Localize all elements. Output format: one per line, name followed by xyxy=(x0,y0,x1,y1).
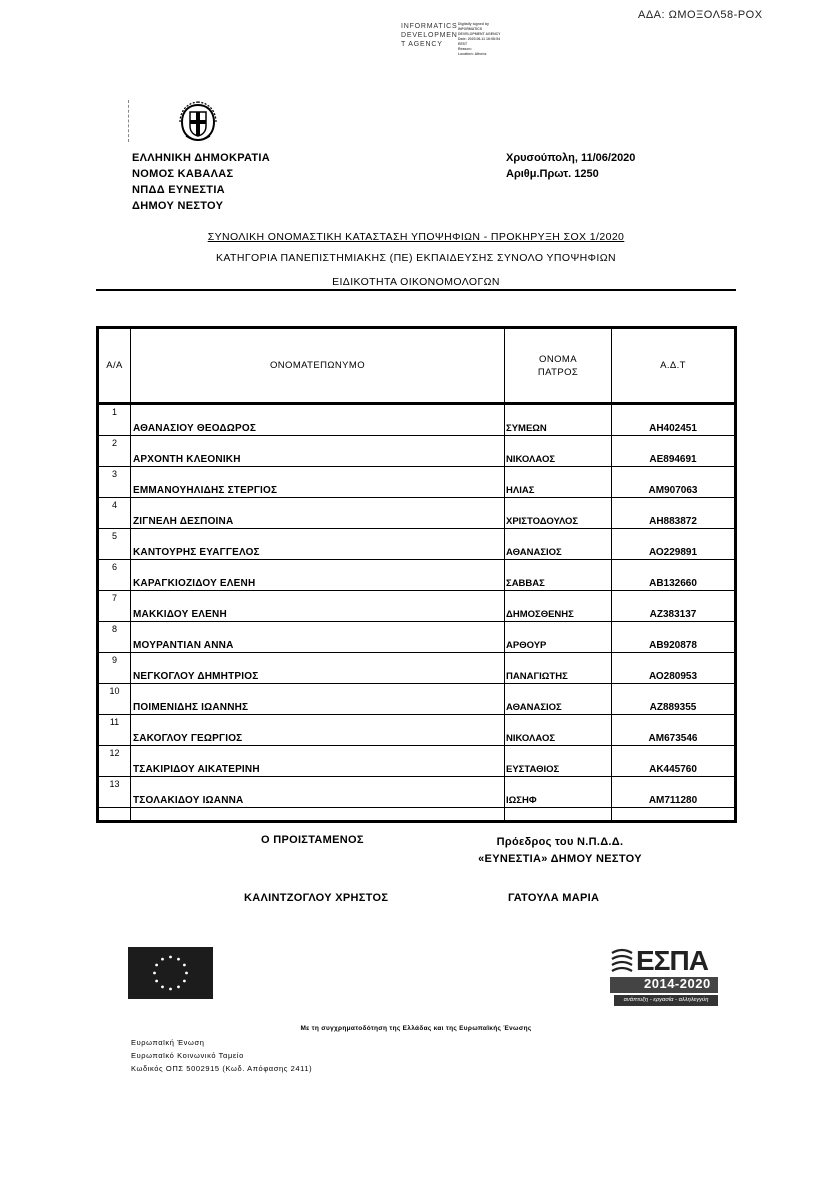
category-title: ΚΑΤΗΓΟΡΙΑ ΠΑΝΕΠΙΣΤΗΜΙΑΚΗΣ (ΠΕ) ΕΚΠΑΙΔΕΥΣΗΣ ΣΥΝΟΛΟ ΥΠΟΨΗΦΙΩΝ xyxy=(216,252,616,264)
table-row xyxy=(98,529,736,560)
ada-code: ΑΔΑ: ΩΜΟΞΟΛ58-ΡΟΧ xyxy=(638,9,763,21)
cell-id: ΑΕ894691 xyxy=(612,436,736,467)
cell-id: ΑΗ402451 xyxy=(612,404,736,436)
eu-footer-line: Ευρωπαϊκό Κοινωνικό Ταμείο xyxy=(131,1051,244,1060)
agency-line: T AGENCY xyxy=(401,41,443,48)
cell-name: ΝΕΓΚΟΓΛΟΥ ΔΗΜΗΤΡΙΟΣ xyxy=(131,653,505,684)
cell-num: 6 xyxy=(98,560,131,591)
eu-flag-logo xyxy=(128,947,213,999)
issuer-line: ΝΟΜΟΣ ΚΑΒΑΛΑΣ xyxy=(132,168,234,180)
candidates-table xyxy=(96,326,737,823)
header-father-line: ΟΝΟΜΑ xyxy=(539,353,577,365)
agency-line: DEVELOPMEN xyxy=(401,32,458,39)
cell-name: ΠΟΙΜΕΝΙΔΗΣ ΙΩΑΝΝΗΣ xyxy=(131,684,505,715)
table-row xyxy=(98,591,736,622)
eu-footer-line: Κωδικός ΟΠΣ 5002915 (Κωδ. Απόφασης 2411) xyxy=(131,1064,313,1073)
table-row xyxy=(98,467,736,498)
header-id: Α.Δ.Τ xyxy=(612,328,736,404)
title-rule xyxy=(96,289,736,291)
greek-flag-wave-icon xyxy=(610,947,634,977)
cell-father: ΧΡΙΣΤΟΔΟΥΛΟΣ xyxy=(505,498,612,529)
espa-years: 2014-2020 xyxy=(644,976,711,991)
cell-id: ΑΚ445760 xyxy=(612,746,736,777)
cell-num: 13 xyxy=(98,777,131,808)
cell-father: ΔΗΜΟΣΘΕΝΗΣ xyxy=(505,591,612,622)
cell-id: ΑΖ889355 xyxy=(612,684,736,715)
cell-name: ΕΜΜΑΝΟΥΗΛΙΔΗΣ ΣΤΕΡΓΙΟΣ xyxy=(131,467,505,498)
cell-num: 2 xyxy=(98,436,131,467)
table-header-row xyxy=(98,328,736,404)
digital-signature-label xyxy=(401,22,458,49)
signature-detail-line: Digitally signed by xyxy=(458,22,489,26)
cell-father: ΠΑΝΑΓΙΩΤΗΣ xyxy=(505,653,612,684)
digital-signature-details xyxy=(458,22,500,57)
specialty-title: ΕΙΔΙΚΟΤΗΤΑ ΟΙΚΟΝΟΜΟΛΟΓΩΝ xyxy=(332,276,500,288)
cell-name: ΜΑΚΚΙΔΟΥ ΕΛΕΝΗ xyxy=(131,591,505,622)
cell-name: ΑΡΧΟΝΤΗ ΚΛΕΟΝΙΚΗ xyxy=(131,436,505,467)
cell-name: ΑΘΑΝΑΣΙΟΥ ΘΕΟΔΩΡΟΣ xyxy=(131,404,505,436)
agency-line: INFORMATICS xyxy=(401,23,458,30)
signature-detail-line: Date: 2020.06.11 16:08:54 xyxy=(458,37,501,41)
signature-detail-line: DEVELOPMENT AGENCY xyxy=(458,32,501,36)
cell-name: ΚΑΝΤΟΥΡΗΣ ΕΥΑΓΓΕΛΟΣ xyxy=(131,529,505,560)
cell-id: ΑΟ280953 xyxy=(612,653,736,684)
president-name: ΓΑΤΟΥΛΑ ΜΑΡΙΑ xyxy=(508,892,600,904)
table-row xyxy=(98,622,736,653)
cell-name: ΤΣΟΛΑΚΙΔΟΥ ΙΩΑΝΝΑ xyxy=(131,777,505,808)
table-row xyxy=(98,684,736,715)
issuer-block xyxy=(132,150,270,214)
header-father-line: ΠΑΤΡΟΣ xyxy=(537,366,579,378)
cell-empty xyxy=(612,808,736,822)
cell-id: ΑΜ673546 xyxy=(612,715,736,746)
protocol-number: Αριθμ.Πρωτ. 1250 xyxy=(506,168,599,180)
cell-empty xyxy=(131,808,505,822)
table-row xyxy=(98,653,736,684)
espa-title: ΕΣΠΑ xyxy=(636,945,708,976)
supervisor-title: Ο ΠΡΟΙΣΤΑΜΕΝΟΣ xyxy=(261,834,364,846)
date-block xyxy=(506,150,635,182)
signature-detail-line: Location: Athens xyxy=(458,52,487,56)
supervisor-name: ΚΑΛΙΝΤΖΟΓΛΟΥ ΧΡΗΣΤΟΣ xyxy=(244,892,389,904)
issuer-line: ΝΠΔΔ ΕΥΝΕΣΤΙΑ xyxy=(132,184,225,196)
cell-father: ΑΡΘΟΥΡ xyxy=(505,622,612,653)
espa-tagline: ανάπτυξη - εργασία - αλληλεγγύη xyxy=(614,995,718,1006)
cell-name: ΤΣΑΚΙΡΙΔΟΥ ΑΙΚΑΤΕΡΙΝΗ xyxy=(131,746,505,777)
cell-father: ΑΘΑΝΑΣΙΟΣ xyxy=(505,684,612,715)
cell-name: ΚΑΡΑΓΚΙΟΖΙΔΟΥ ΕΛΕΝΗ xyxy=(131,560,505,591)
eu-footer xyxy=(131,1036,312,1075)
cell-id: ΑΒ920878 xyxy=(612,622,736,653)
greek-emblem-icon xyxy=(176,100,220,144)
cell-id: ΑΒ132660 xyxy=(612,560,736,591)
table-row xyxy=(98,715,736,746)
cell-father: ΝΙΚΟΛΑΟΣ xyxy=(505,715,612,746)
eu-footer-line: Ευρωπαϊκή Ένωση xyxy=(131,1038,205,1047)
signature-detail-line: EEST xyxy=(458,42,468,46)
cell-name: ΜΟΥΡΑΝΤΙΑΝ ΑΝΝΑ xyxy=(131,622,505,653)
cell-father: ΑΘΑΝΑΣΙΟΣ xyxy=(505,529,612,560)
table-row xyxy=(98,560,736,591)
header-num: Α/Α xyxy=(98,328,131,404)
header-father xyxy=(505,328,612,404)
issuer-line: ΕΛΛΗΝΙΚΗ ΔΗΜΟΚΡΑΤΙΑ xyxy=(132,152,270,164)
header-name: ΟΝΟΜΑΤΕΠΩΝΥΜΟ xyxy=(131,328,505,404)
cell-num: 3 xyxy=(98,467,131,498)
cell-num: 5 xyxy=(98,529,131,560)
cell-name: ΖΙΓΝΕΛΗ ΔΕΣΠΟΙΝΑ xyxy=(131,498,505,529)
cell-num: 4 xyxy=(98,498,131,529)
president-title-line: «ΕΥΝΕΣΤΙΑ» ΔΗΜΟΥ ΝΕΣΤΟΥ xyxy=(478,853,642,865)
cell-num: 12 xyxy=(98,746,131,777)
cell-father: ΝΙΚΟΛΑΟΣ xyxy=(505,436,612,467)
cell-num: 9 xyxy=(98,653,131,684)
cell-num: 10 xyxy=(98,684,131,715)
cell-num: 11 xyxy=(98,715,131,746)
president-title-line: Πρόεδρος του Ν.Π.Δ.Δ. xyxy=(496,836,624,848)
table-row xyxy=(98,436,736,467)
cell-father: ΣΥΜΕΩΝ xyxy=(505,404,612,436)
cell-num: 8 xyxy=(98,622,131,653)
table-row-empty xyxy=(98,808,736,822)
signature-detail-line: INFORMATICS xyxy=(458,27,483,31)
funding-note: Με τη συγχρηματοδότηση της Ελλάδας και της Ευρωπαϊκής Ένωσης xyxy=(300,1025,532,1032)
cell-id: ΑΖ383137 xyxy=(612,591,736,622)
cell-id: ΑΟ229891 xyxy=(612,529,736,560)
cell-father: ΣΑΒΒΑΣ xyxy=(505,560,612,591)
table-row xyxy=(98,777,736,808)
cell-num: 1 xyxy=(98,404,131,436)
cell-father: ΙΩΣΗΦ xyxy=(505,777,612,808)
cell-id: ΑΜ711280 xyxy=(612,777,736,808)
table-row xyxy=(98,404,736,436)
cell-empty xyxy=(505,808,612,822)
cell-id: ΑΗ883872 xyxy=(612,498,736,529)
cell-num: 7 xyxy=(98,591,131,622)
president-title xyxy=(470,834,650,868)
margin-divider xyxy=(128,100,129,142)
cell-father: ΕΥΣΤΑΘΙΟΣ xyxy=(505,746,612,777)
cell-father: ΗΛΙΑΣ xyxy=(505,467,612,498)
table-row xyxy=(98,746,736,777)
cell-empty xyxy=(98,808,131,822)
espa-logo xyxy=(610,945,718,1007)
document-title: ΣΥΝΟΛΙΚΗ ΟΝΟΜΑΣΤΙΚΗ ΚΑΤΑΣΤΑΣΗ ΥΠΟΨΗΦΙΩΝ - ΠΡΟΚΗΡΥΞΗ ΣΟΧ 1/2020 xyxy=(207,231,625,243)
table-row xyxy=(98,498,736,529)
cell-name: ΣΑΚΟΓΛΟΥ ΓΕΩΡΓΙΟΣ xyxy=(131,715,505,746)
issuer-line: ΔΗΜΟΥ ΝΕΣΤΟΥ xyxy=(132,200,224,212)
cell-id: ΑΜ907063 xyxy=(612,467,736,498)
place-date: Χρυσούπολη, 11/06/2020 xyxy=(506,152,636,164)
signature-detail-line: Reason: xyxy=(458,47,472,51)
